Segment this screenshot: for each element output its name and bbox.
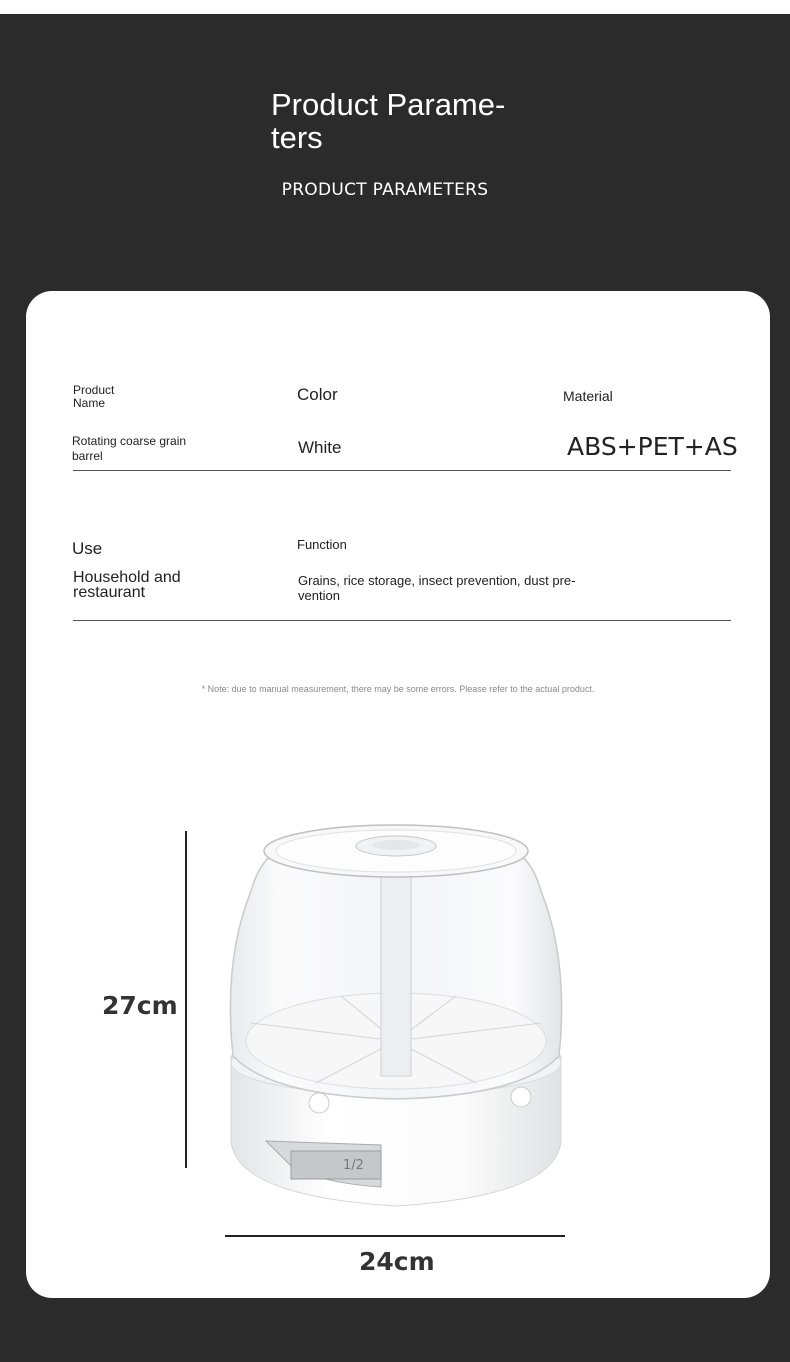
product-name-label-line-2: Name (73, 396, 106, 410)
product-name-value (72, 434, 186, 464)
height-dimension-line (185, 831, 187, 1168)
color-label: Color (297, 385, 338, 404)
material-value: ABS+PET+AS (567, 432, 738, 461)
divider-1 (73, 470, 731, 471)
product-name-value-line-2: barrel (72, 449, 103, 463)
parameters-card (26, 291, 770, 1298)
divider-2 (73, 620, 731, 621)
measurement-note: * Note: due to manual measurement, there may be some errors. Please refer to the actual product. (201, 684, 595, 694)
product-name-label (73, 384, 114, 410)
function-value (298, 573, 575, 603)
page-subtitle: PRODUCT PARAMETERS (281, 180, 489, 200)
color-value: White (298, 438, 342, 457)
page-title (271, 88, 551, 154)
svg-text:1/2: 1/2 (343, 1158, 364, 1173)
use-value (73, 570, 181, 600)
product-name-value-line-1: Rotating coarse grain (72, 434, 187, 448)
function-value-line-2: vention (298, 588, 340, 603)
height-dimension-label: 27cm (102, 991, 178, 1020)
material-label: Material (563, 388, 613, 404)
use-value-line-1: Household and (73, 569, 181, 586)
rotating-grain-dispenser-image (221, 811, 571, 1211)
use-value-line-2: restaurant (73, 584, 146, 601)
width-dimension-label: 24cm (359, 1247, 435, 1276)
function-label: Function (297, 537, 347, 552)
product-name-label-line-1: Product (73, 383, 115, 397)
width-dimension-line (225, 1235, 565, 1237)
function-value-line-1: Grains, rice storage, insect prevention, dust pre- (298, 573, 576, 588)
page-title-line-1: Product Parame- (271, 87, 506, 122)
use-label: Use (72, 539, 103, 558)
page-title-line-2: ters (271, 120, 323, 155)
